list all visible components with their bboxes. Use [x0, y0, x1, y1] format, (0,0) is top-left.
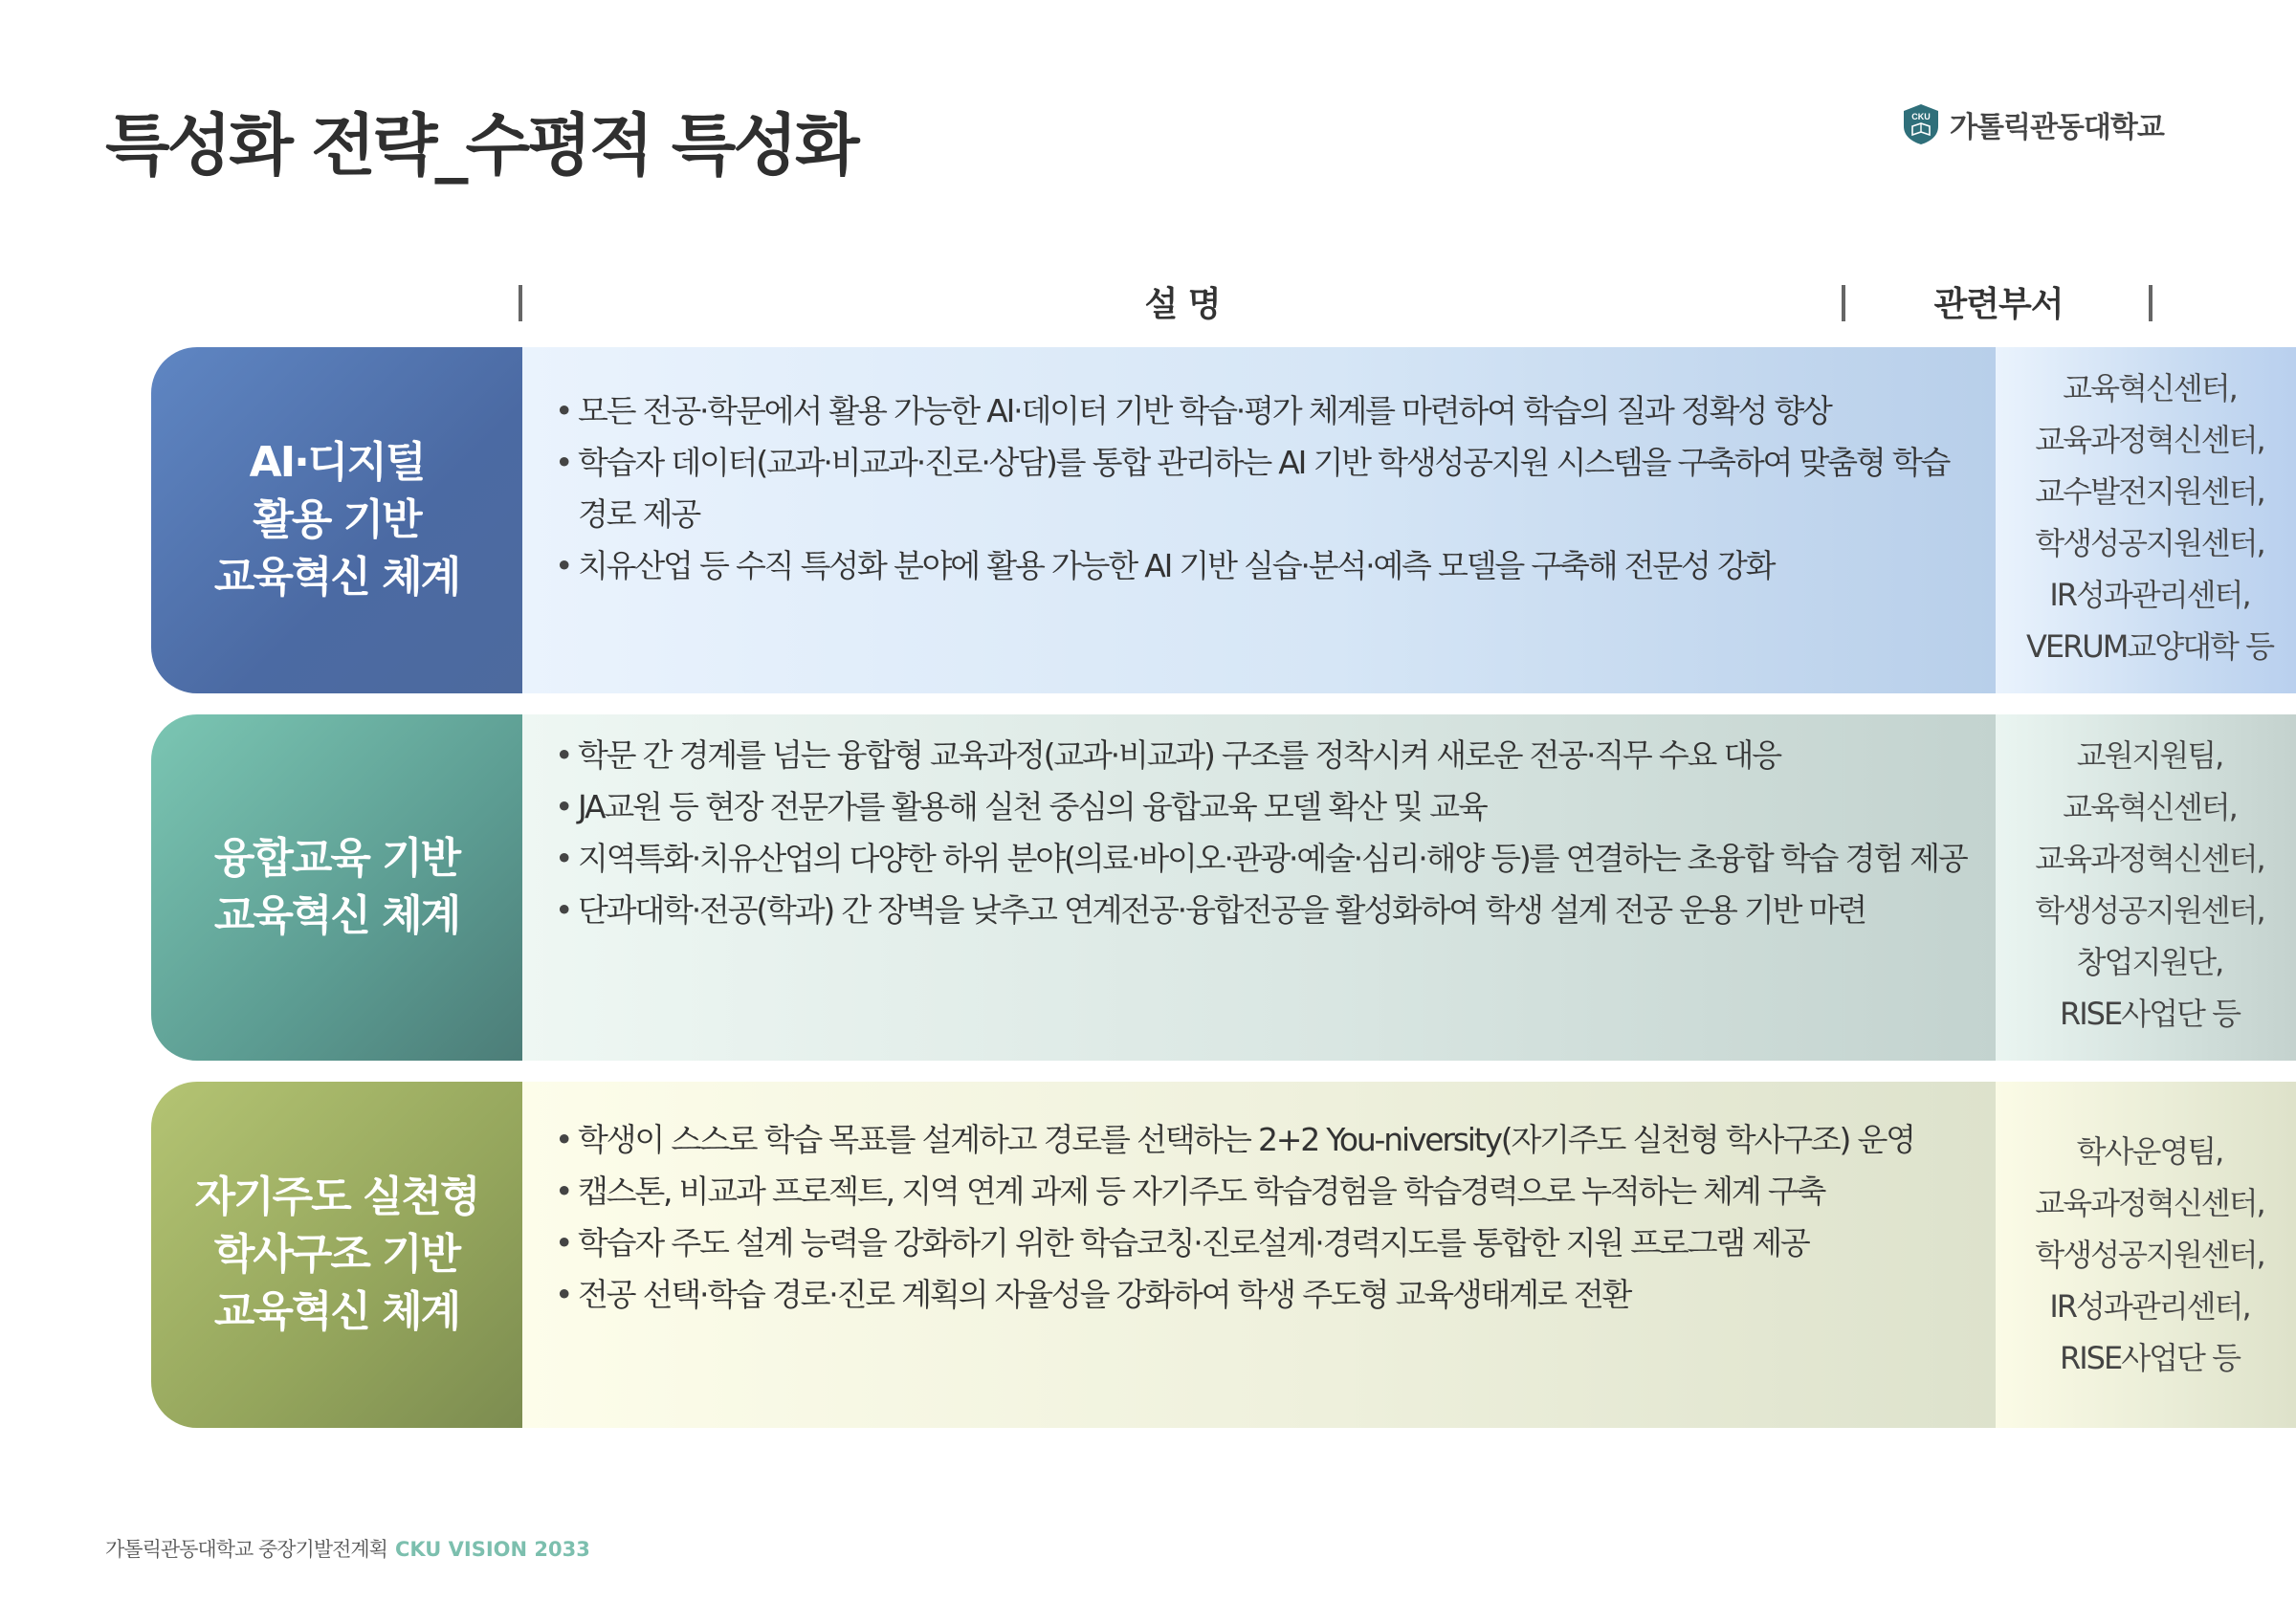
department-item: 교원지원팀,	[2076, 737, 2223, 774]
row-description	[522, 714, 1996, 1061]
department-item: RISE사업단 등	[2059, 996, 2241, 1032]
row-departments	[1996, 1082, 2296, 1428]
bullet-item: • 치유산업 등 수직 특성화 분야에 활용 가능한 AI 기반 실습·분석·예측 모델을 구축해 전문성 강화	[555, 540, 1976, 592]
department-list	[1996, 362, 2296, 672]
table-row	[151, 347, 2274, 693]
bullet-item: • 전공 선택·학습 경로·진로 계획의 자율성을 강화하여 학생 주도형 교육생태계로 전환	[555, 1269, 1976, 1321]
footer	[105, 1534, 590, 1563]
page-title: 특성화 전략_수평적 특성화	[105, 106, 857, 185]
bullet-item: • 학생이 스스로 학습 목표를 설계하고 경로를 선택하는 2+2 You-niversity(자기주도 실천형 학사구조) 운영	[555, 1114, 1976, 1166]
department-item: 교육혁신센터,	[2063, 370, 2237, 406]
department-item: 학생성공지원센터,	[2035, 525, 2264, 561]
bullet-list	[555, 385, 1976, 592]
row-label	[151, 714, 522, 1061]
department-item: 학사운영팀,	[2076, 1133, 2223, 1170]
bullet-item: • 학문 간 경계를 넘는 융합형 교육과정(교과·비교과) 구조를 정착시켜 새로운 전공·직무 수요 대응	[555, 730, 1976, 781]
cku-shield-icon	[1902, 103, 1940, 145]
bullet-item: • 캡스톤, 비교과 프로젝트, 지역 연계 과제 등 자기주도 학습경험을 학습경력으로 누적하는 체계 구축	[555, 1166, 1976, 1217]
row-label-text: 자기주도 실천형 학사구조 기반 교육혁신 체계	[194, 1173, 479, 1336]
footer-text: 가톨릭관동대학교 중장기발전계획	[105, 1538, 387, 1561]
department-item: 교수발전지원센터,	[2035, 473, 2264, 510]
logo-text: 가톨릭관동대학교	[1950, 111, 2164, 144]
row-label	[151, 1082, 522, 1428]
department-item: 교육과정혁신센터,	[2035, 422, 2264, 458]
row-label	[151, 347, 522, 693]
bullet-list	[555, 730, 1976, 936]
row-description	[522, 347, 1996, 693]
department-item: RISE사업단 등	[2059, 1340, 2241, 1376]
table-row	[151, 1082, 2264, 1428]
row-label-text: AI·디지털 활용 기반 교육혁신 체계	[213, 438, 460, 602]
bullet-item: • 학습자 주도 설계 능력을 강화하기 위한 학습코칭·진로설계·경력지도를 통합한 지원 프로그램 제공	[555, 1217, 1976, 1269]
department-list	[1996, 1126, 2296, 1384]
bullet-item: • JA교원 등 현장 전문가를 활용해 실천 중심의 융합교육 모델 확산 및 교육	[555, 781, 1976, 833]
department-item: 창업지원단,	[2076, 944, 2223, 980]
row-label-text: 융합교육 기반 교육혁신 체계	[213, 834, 460, 940]
table-header	[0, 277, 2296, 325]
footer-vision: CKU VISION 2033	[394, 1538, 590, 1561]
bullet-item: • 지역특화·치유산업의 다양한 하위 분야(의료·바이오·관광·예술·심리·해양 등)를 연결하는 초융합 학습 경험 제공	[555, 833, 1976, 885]
university-logo[interactable]	[1902, 103, 2164, 145]
department-item: 교육혁신센터,	[2063, 789, 2237, 825]
header-divider	[2149, 285, 2152, 321]
department-item: VERUM교양대학 등	[2025, 628, 2274, 665]
department-item: 교육과정혁신센터,	[2035, 841, 2264, 877]
table-row	[151, 714, 2264, 1061]
logo-mark-text: CKU	[1911, 112, 1931, 121]
department-item: 학생성공지원센터,	[2035, 892, 2264, 929]
department-item: IR성과관리센터,	[2049, 1288, 2250, 1325]
row-departments	[1996, 714, 2296, 1061]
row-description	[522, 1082, 1996, 1428]
bullet-item: • 모든 전공·학문에서 활용 가능한 AI·데이터 기반 학습·평가 체계를 마련하여 학습의 질과 정확성 향상	[555, 385, 1976, 437]
row-departments	[1996, 347, 2296, 693]
bullet-list	[555, 1114, 1976, 1321]
department-item: IR성과관리센터,	[2049, 577, 2250, 613]
department-item: 교육과정혁신센터,	[2035, 1185, 2264, 1221]
department-list	[1996, 730, 2296, 1040]
header-description: 설 명	[1144, 285, 1221, 324]
header-departments: 관련부서	[1933, 285, 2064, 324]
department-item: 학생성공지원센터,	[2035, 1237, 2264, 1273]
bullet-item: • 단과대학·전공(학과) 간 장벽을 낮추고 연계전공·융합전공을 활성화하여 학생 설계 전공 운용 기반 마련	[555, 885, 1976, 936]
bullet-item: • 학습자 데이터(교과·비교과·진로·상담)를 통합 관리하는 AI 기반 학생성공지원 시스템을 구축하여 맞춤형 학습경로 제공	[555, 437, 1976, 540]
